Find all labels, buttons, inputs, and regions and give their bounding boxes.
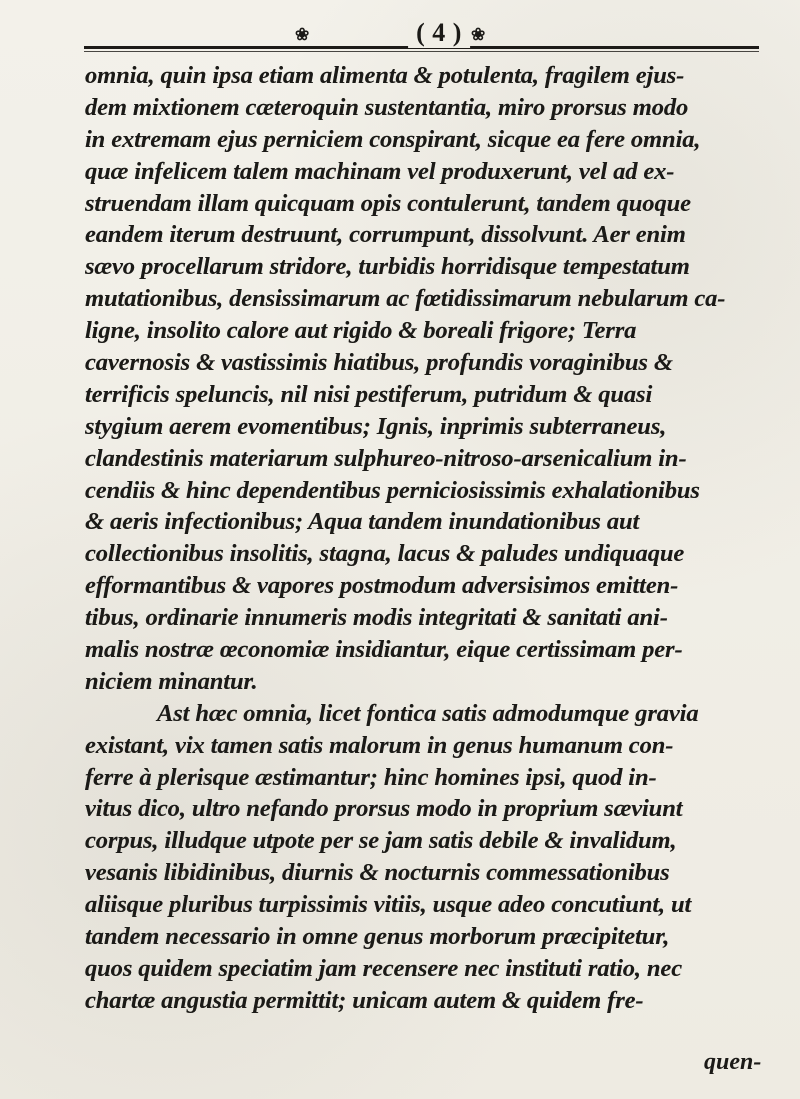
text-line: & aeris infectionibus; Aqua tandem inundationibus aut [85,508,640,536]
catchword: quen- [704,1049,762,1075]
text-line: cendiis & hinc dependentibus perniciosissimis exhalationibus [85,476,700,504]
text-line: cavernosis & vastissimis hiatibus, profundis voraginibus & [85,349,673,377]
text-line: tibus, ordinarie innumeris modis integritati & sanitati ani- [85,604,668,632]
text-line: eandem iterum destruunt, corrumpunt, dissolvunt. Aer enim [85,221,686,249]
text-line: aliisque pluribus turpissimis vitiis, usque adeo concutiunt, ut [85,891,692,919]
header-rule-thin [84,51,759,52]
text-line: clandestinis materiarum sulphureo-nitroso-arsenicalium in- [85,444,687,472]
text-line: terrificis speluncis, nil nisi pestiferum, putridum & quasi [85,380,653,408]
text-line: vesanis libidinibus, diurnis & nocturnis commessationibus [85,859,670,887]
text-line: stygium aerem evomentibus; Ignis, inprimis subterraneus, [85,412,667,440]
paragraph-start-line: Ast hæc omnia, licet fontica satis admodumque gravia [157,699,699,727]
text-line: tandem necessario in omne genus morborum præcipitetur, [85,923,670,951]
right-flourish-icon: ❀ [471,25,486,44]
page-number: ( 4 ) [408,18,470,48]
latin-text-block [85,60,765,1017]
text-line: sævo procellarum stridore, turbidis horridisque tempestatum [85,253,690,281]
text-line: collectionibus insolitis, stagna, lacus & paludes undiquaque [85,540,685,568]
text-line: ferre à plerisque æstimantur; hinc homines ipsi, quod in- [85,763,657,791]
text-line: quos quidem speciatim jam recensere nec instituti ratio, nec [85,954,682,982]
text-line: ligne, insolito calore aut rigido & boreali frigore; Terra [85,317,637,345]
left-flourish-icon: ❀ [295,25,310,44]
page-header [84,18,759,56]
text-line: in extremam ejus perniciem conspirant, sicque ea fere omnia, [85,125,701,153]
text-line: quæ infelicem talem machinam vel produxerunt, vel ad ex- [85,157,675,185]
text-line: efformantibus & vapores postmodum adversisimos emitten- [85,572,679,600]
text-line: niciem minantur. [85,667,258,695]
text-line: malis nostræ œconomiæ insidiantur, eique certissimam per- [85,636,683,664]
text-line: struendam illam quicquam opis contulerunt, tandem quoque [85,189,691,217]
text-line: mutationibus, densissimarum ac fœtidissimarum nebularum ca- [85,285,726,313]
text-line: vitus dico, ultro nefando prorsus modo in proprium sæviunt [85,795,683,823]
text-line: chartæ angustia permittit; unicam autem & quidem fre- [85,986,644,1014]
text-line: corpus, illudque utpote per se jam satis debile & invalidum, [85,827,677,855]
text-line: omnia, quin ipsa etiam alimenta & potulenta, fragilem ejus- [85,62,685,89]
text-line: dem mixtionem cæteroquin sustentantia, miro prorsus modo [85,93,689,121]
text-line: existant, vix tamen satis malorum in genus humanum con- [85,731,674,759]
